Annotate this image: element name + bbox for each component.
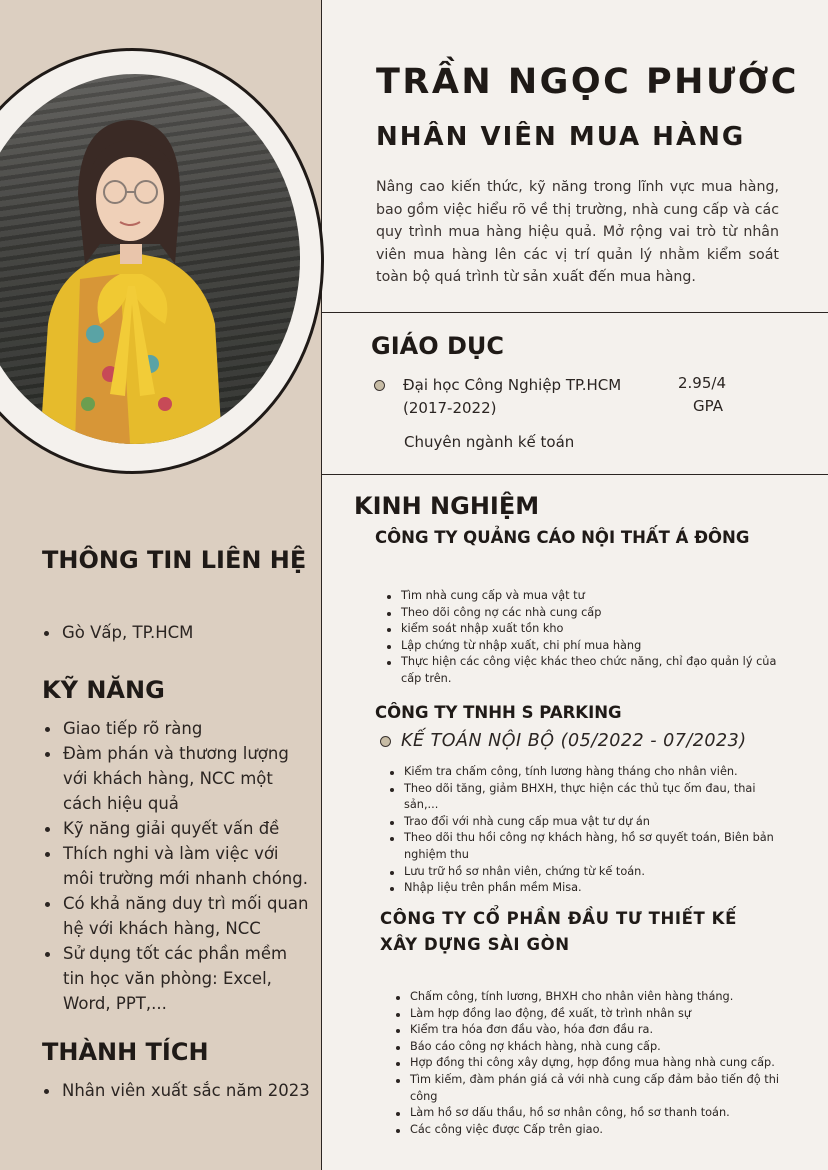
skills-list [41,716,311,1016]
education-major: Chuyên ngành kế toán [404,433,575,451]
position-bullet-icon [380,736,391,747]
list-item: Đàm phán và thương lượng với khách hàng, NCC một cách hiệu quả [41,741,311,816]
job-role: NHÂN VIÊN MUA HÀNG [376,122,746,152]
list-item: Sử dụng tốt các phần mềm tin học văn phòng: Excel, Word, PPT,... [41,941,311,1016]
education-years: (2017-2022) [403,399,497,417]
person-illustration [0,74,300,444]
list-item: Chấm công, tính lương, BHXH cho nhân viên hàng tháng. [394,989,782,1006]
career-summary: Nâng cao kiến thức, kỹ năng trong lĩnh vực mua hàng, bao gồm việc hiểu rõ về thị trường, nhà cung cấp và các quy trình mua hàng hiệu quả. Mở rộng vai trò từ nhân viên mua hàng lên các vị trí quản lý nhằm kiểm soát toàn bộ quá trình từ sản xuất đến mua hàng. [376,179,779,285]
list-item: Giao tiếp rõ ràng [41,716,311,741]
list-item: Tìm kiếm, đàm phán giá cả với nhà cung cấp đảm bảo tiến độ thi công [394,1072,782,1105]
profile-photo [0,74,300,444]
achievements-list [40,1078,315,1103]
divider-middle [322,474,828,475]
list-item: Tìm nhà cung cấp và mua vật tư [385,588,785,605]
list-item: Kiểm tra chấm công, tính lương hàng tháng cho nhân viên. [388,764,780,781]
list-item: Báo cáo công nợ khách hàng, nhà cung cấp. [394,1039,782,1056]
achievements-title: THÀNH TÍCH [42,1038,209,1066]
company-2-tasks [388,764,780,897]
list-item: Các công việc được Cấp trên giao. [394,1122,782,1139]
education-school: Đại học Công Nghiệp TP.HCM [403,376,622,394]
company-2-position: KẾ TOÁN NỘI BỘ (05/2022 - 07/2023) [401,731,747,751]
company-2-name: CÔNG TY TNHH S PARKING [375,703,622,722]
list-item: Nhập liệu trên phần mềm Misa. [388,880,780,897]
list-item: Kỹ năng giải quyết vấn đề [41,816,311,841]
education-bullet-icon [374,380,385,391]
list-item: Làm hồ sơ dấu thầu, hồ sơ nhân công, hồ sơ thanh toán. [394,1105,782,1122]
list-item: Trao đổi với nhà cung cấp mua vật tư dự án [388,814,780,831]
list-item: Hợp đồng thi công xây dựng, hợp đồng mua hàng nhà cung cấp. [394,1055,782,1072]
education-gpa-label: GPA [693,397,723,415]
list-item: Làm hợp đồng lao động, đề xuất, tờ trình nhân sự [394,1006,782,1023]
education-title: GIÁO DỤC [371,332,504,360]
list-item: Có khả năng duy trì mối quan hệ với khách hàng, NCC [41,891,311,941]
list-item: Thực hiện các công việc khác theo chức năng, chỉ đạo quản lý của cấp trên. [385,654,785,687]
list-item: Thích nghi và làm việc với môi trường mới nhanh chóng. [41,841,311,891]
list-item: Theo dõi công nợ các nhà cung cấp [385,605,785,622]
list-item: Lưu trữ hồ sơ nhân viên, chứng từ kế toán. [388,864,780,881]
contact-title: THÔNG TIN LIÊN HỆ [42,546,307,574]
company-3-name-line1: CÔNG TY CỔ PHẦN ĐẦU TƯ THIẾT KẾ [380,909,737,928]
company-3-tasks [394,989,782,1138]
list-item: Lập chứng từ nhập xuất, chi phí mua hàng [385,638,785,655]
contact-list [40,620,310,645]
list-item: Theo dõi tăng, giảm BHXH, thực hiện các thủ tục ốm đau, thai sản,... [388,781,780,814]
list-item: Kiểm tra hóa đơn đầu vào, hóa đơn đầu ra. [394,1022,782,1039]
company-3-name-line2: XÂY DỰNG SÀI GÒN [380,935,570,954]
full-name: TRẦN NGỌC PHƯỚC [376,62,799,102]
list-item: Theo dõi thu hồi công nợ khách hàng, hồ sơ quyết toán, Biên bản nghiệm thu [388,830,780,863]
company-1-name: CÔNG TY QUẢNG CÁO NỘI THẤT Á ĐÔNG [375,528,750,547]
divider-top [322,312,828,313]
skills-title: KỸ NĂNG [42,676,165,704]
list-item: Gò Vấp, TP.HCM [40,620,310,645]
experience-title: KINH NGHIỆM [354,492,540,520]
list-item: Nhân viên xuất sắc năm 2023 [40,1078,315,1103]
education-gpa-value: 2.95/4 [678,374,726,392]
company-1-tasks [385,588,785,688]
list-item: kiểm soát nhập xuất tồn kho [385,621,785,638]
